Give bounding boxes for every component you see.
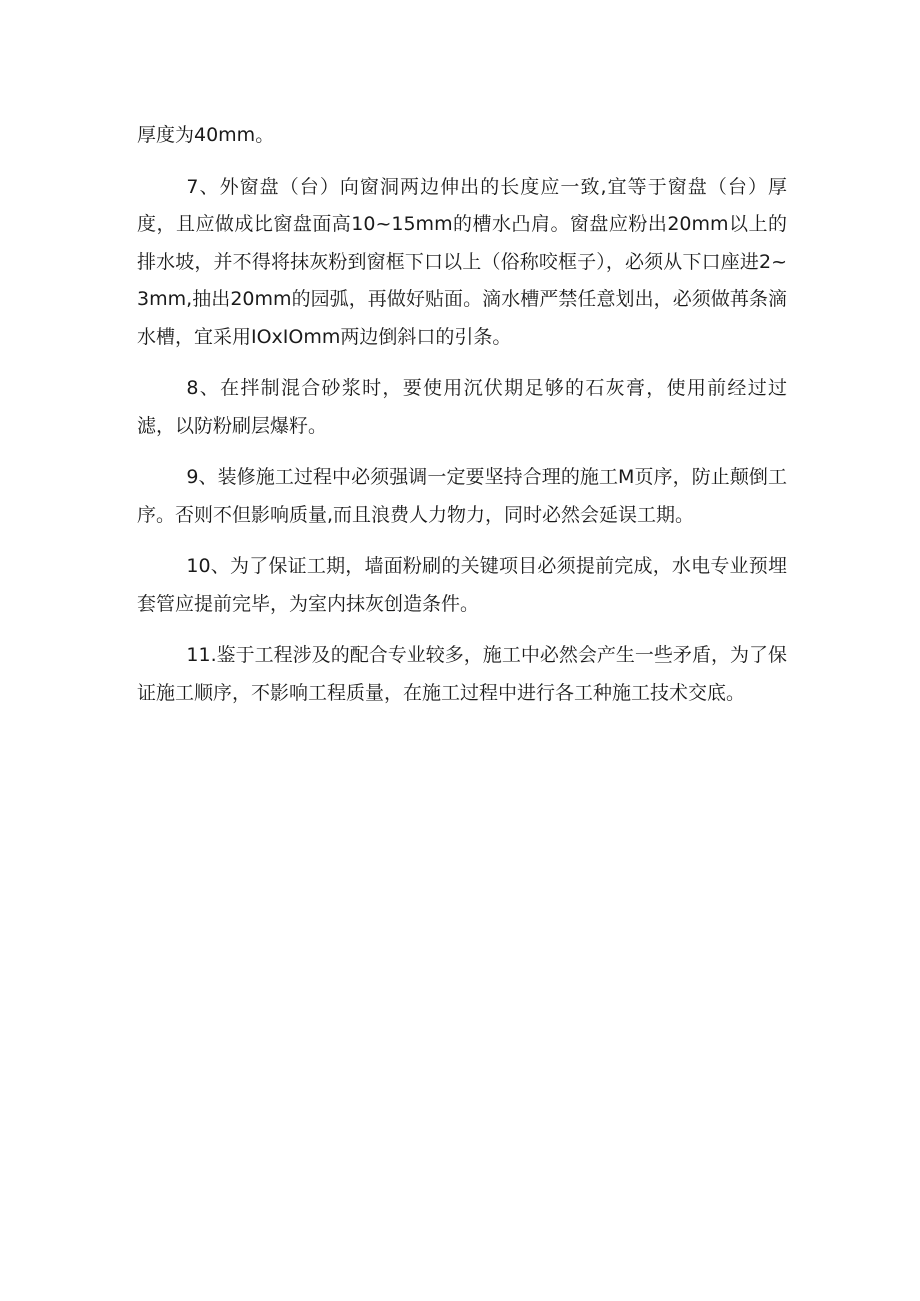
paragraph-item-10: 10、为了保证工期，墙面粉刷的关键项目必须提前完成，水电专业预埋套管应提前完毕，为室内抹灰创造条件。 bbox=[137, 555, 787, 615]
paragraph-item-8: 8、在拌制混合砂浆时，要使用沉伏期足够的石灰膏，使用前经过过滤，以防粉刷层爆籽。 bbox=[137, 377, 787, 437]
paragraph-continuation: 厚度为40mm。 bbox=[137, 124, 275, 146]
document-body bbox=[137, 117, 787, 726]
paragraph-item-9: 9、装修施工过程中必须强调一定要坚持合理的施工M页序，防止颠倒工序。否则不但影响质量,而且浪费人力物力，同时必然会延误工期。 bbox=[137, 466, 787, 526]
paragraph-item-11: 11.鉴于工程涉及的配合专业较多，施工中必然会产生一些矛盾，为了保证施工顺序，不影响工程质量，在施工过程中进行各工种施工技术交底。 bbox=[137, 644, 787, 704]
paragraph-item-7: 7、外窗盘（台）向窗洞两边伸出的长度应一致,宜等于窗盘（台）厚度，且应做成比窗盘面高10~15mm的槽水凸肩。窗盘应粉出20mm以上的排水坡，并不得将抹灰粉到窗框下口以上（俗称咬框子），必须从下口座进2~3mm,抽出20mm的园弧，再做好贴面。滴水槽严禁任意划出，必须做苒条滴水槽，宜采用IOxIOmm两边倒斜口的引条。 bbox=[137, 175, 787, 348]
